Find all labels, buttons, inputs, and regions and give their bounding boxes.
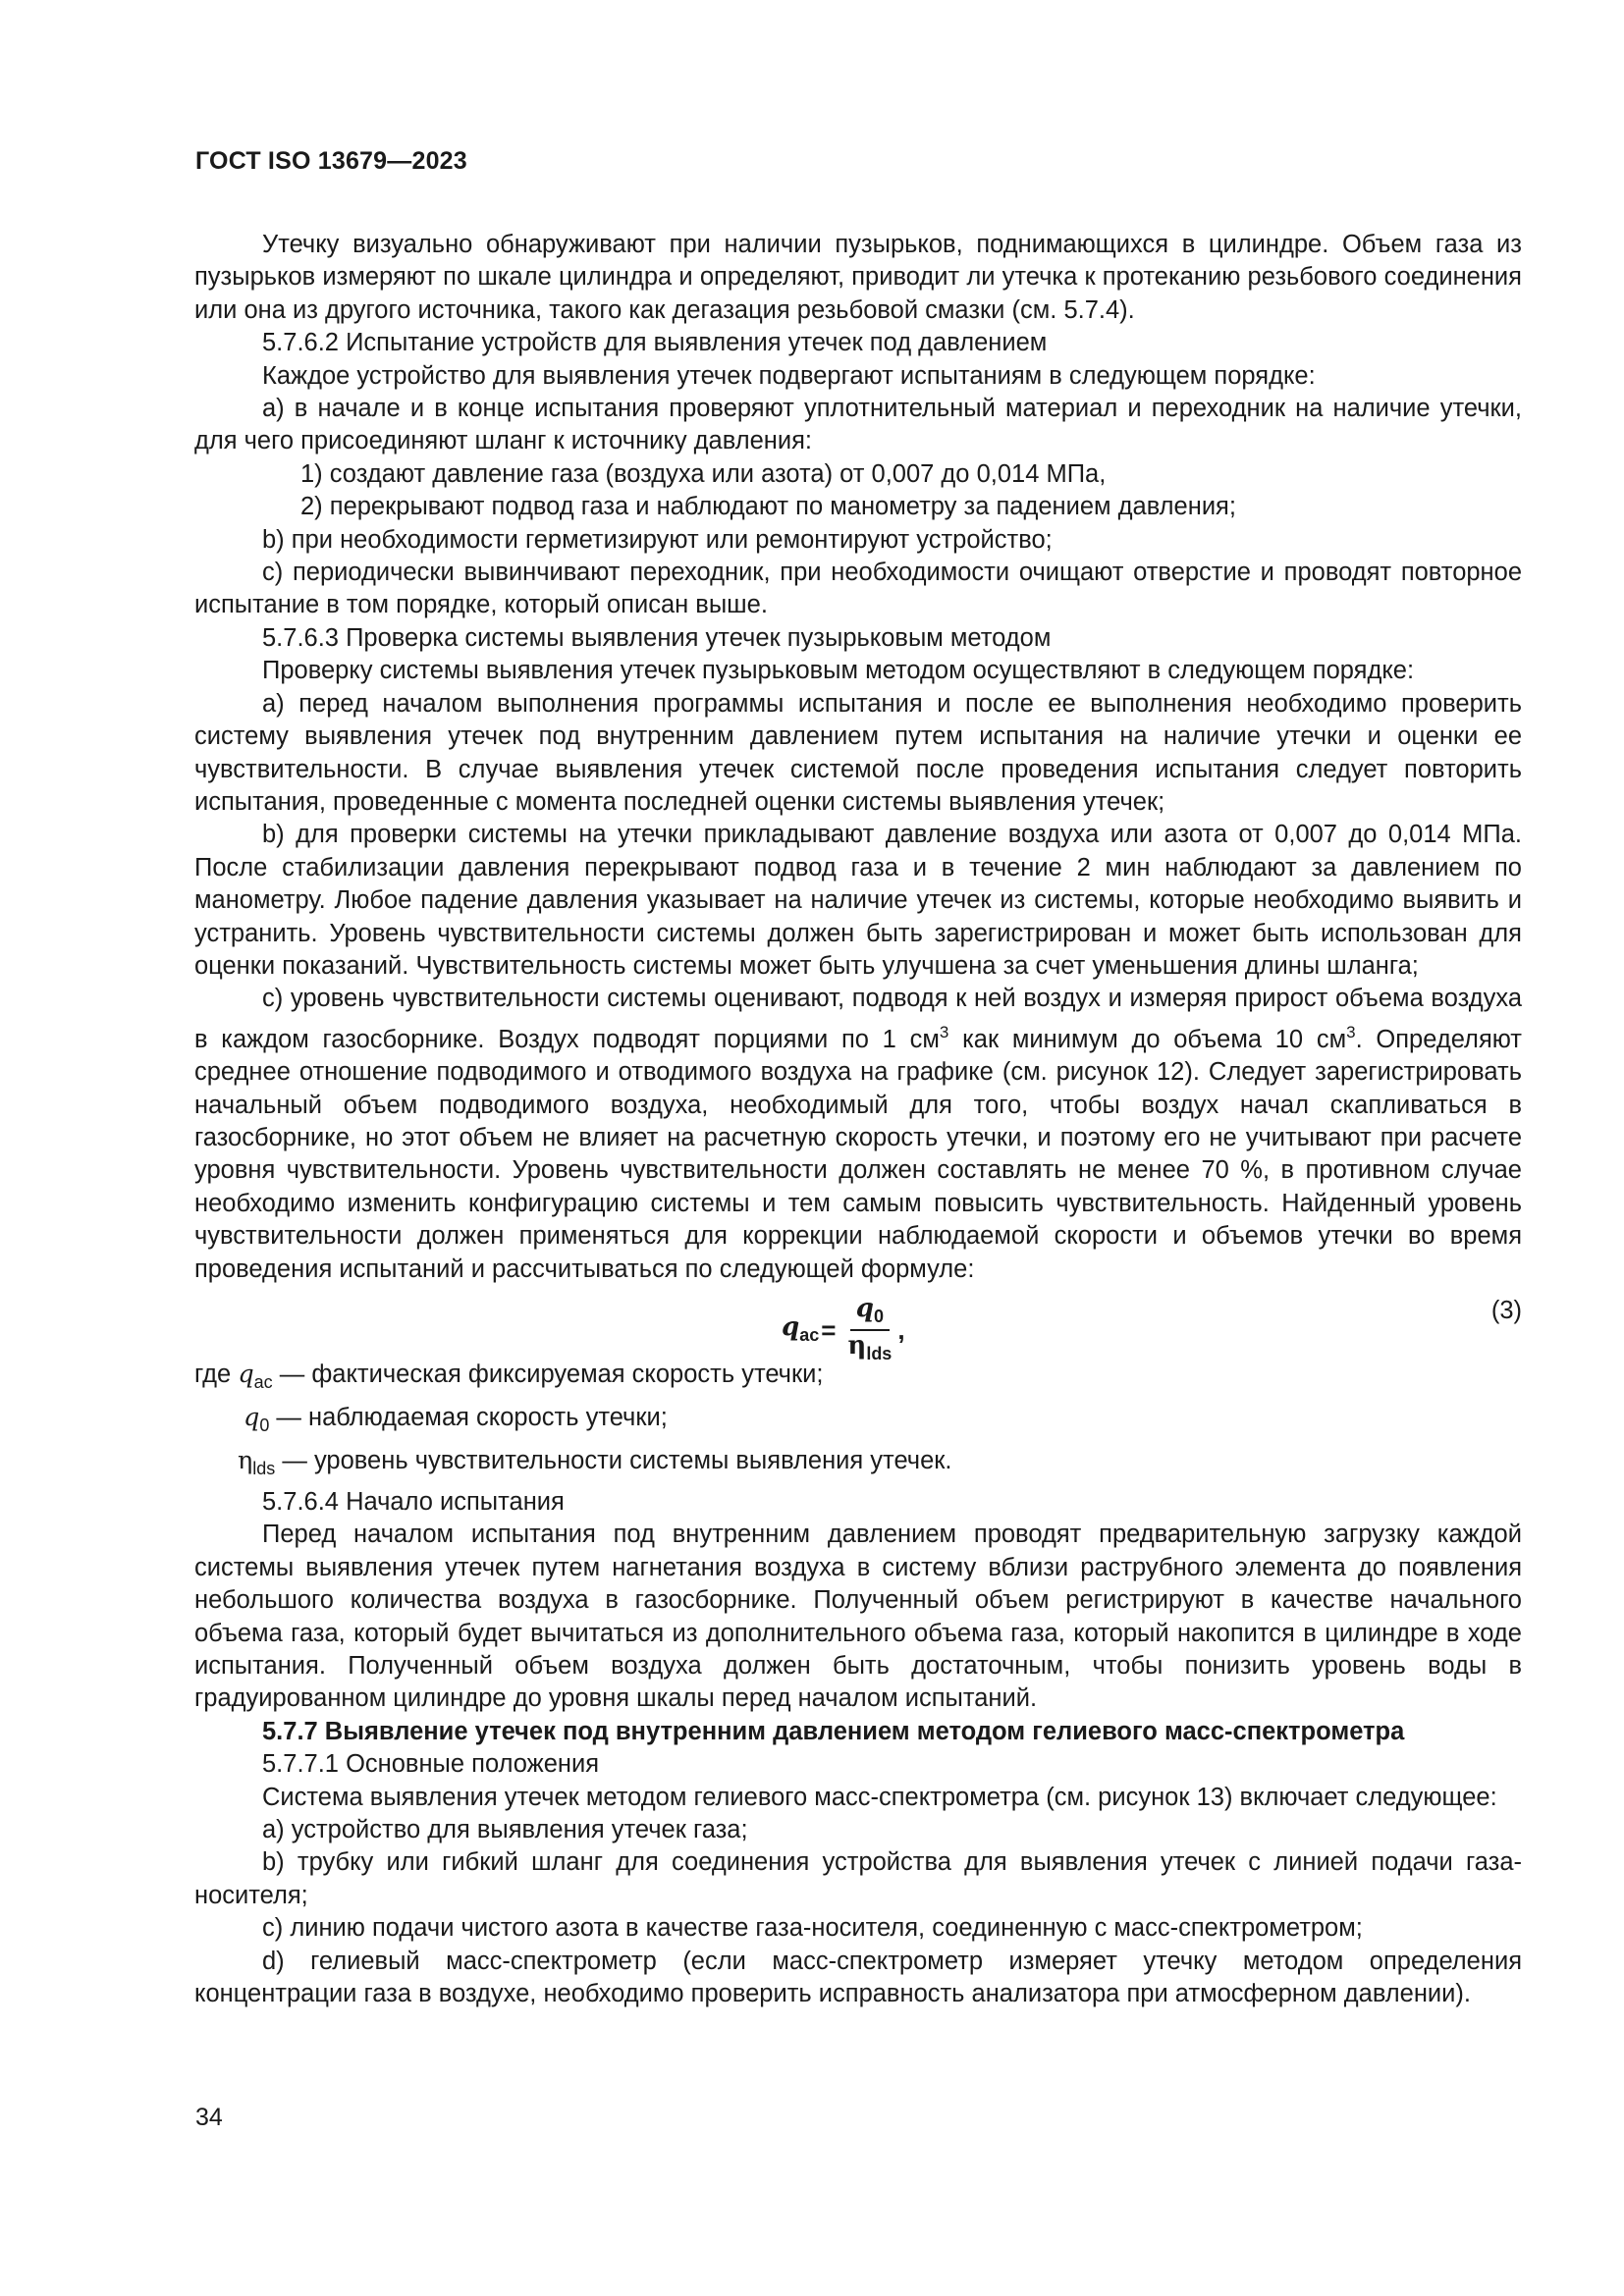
superscript: 3 <box>1346 1022 1356 1041</box>
formula-fraction <box>843 1295 895 1367</box>
paragraph: Утечку визуально обнаруживают при наличии пузырьков, поднимающихся в цилиндре. Объем газа из пузырьков измеряют по шкале цилиндра и определяют, приводит ли утечка к протеканию резьбового соединения или она из другого источника, такого как дегазация резьбовой смазки (см. 5.7.4). <box>194 231 1522 324</box>
formula-expression <box>782 1295 905 1367</box>
subsection-heading-5-7-6-2: 5.7.6.2 Испытание устройств для выявления утечек под давлением <box>262 329 1048 357</box>
page-number: 34 <box>195 2104 223 2131</box>
section-heading-5-7-7: 5.7.7 Выявление утечек под внутренним давлением методом гелиевого масс-спектрометра <box>262 1717 1405 1745</box>
document-body <box>194 229 1522 2011</box>
paragraph: Перед началом испытания под внутренним давлением проводят предварительную загрузку каждой системы выявления утечек путем нагнетания воздуха в систему вблизи раструбного элемента до появления небольшого количества воздуха в газосборнике. Полученный объем регистрируют в качестве начального объема газа, который будет вычитаться из дополнительного объема газа, который накопится в цилиндре в ходе испытания. Полученный объем воздуха должен быть достаточным, чтобы понизить уровень воды в градуированном цилиндре до уровня шкалы перед началом испытаний. <box>194 1521 1522 1713</box>
list-item-b: b) трубку или гибкий шланг для соединения устройства для выявления утечек с линией подачи газа-носителя; <box>194 1848 1522 1909</box>
legend-symbol: η <box>238 1446 253 1475</box>
legend-description: — наблюдаемая скорость утечки; <box>269 1404 668 1431</box>
legend-symbol: q <box>238 1360 254 1389</box>
subsection-heading-5-7-7-1: 5.7.7.1 Основные положения <box>262 1750 600 1779</box>
formula-den-subscript: lds <box>866 1344 893 1363</box>
formula-den-symbol: η <box>847 1331 867 1361</box>
formula-legend <box>194 1357 1522 1486</box>
legend-line-eta <box>194 1443 1522 1486</box>
text-run: c) уровень чувствительности системы оценивают, подводя к ней воздух и измеряя прирост объема воздуха в каждом газосборнике. Воздух подводят порциями по 1 см <box>194 985 1522 1053</box>
list-subitem-1: 1) создают давление газа (воздуха или азота) от 0,007 до 0,014 МПа, <box>300 459 1107 488</box>
list-subitem-2: 2) перекрывают подвод газа и наблюдают по манометру за падением давления; <box>300 493 1236 521</box>
legend-description: — уровень чувствительности системы выявления утечек. <box>275 1447 952 1474</box>
formula-denominator <box>843 1331 895 1367</box>
formula-num-symbol: q <box>855 1294 874 1323</box>
list-item-c <box>194 983 1522 1286</box>
paragraph: Проверку системы выявления утечек пузырьковым методом осуществляют в следующем порядке: <box>262 657 1415 685</box>
list-item-b: b) при необходимости герметизируют или ремонтируют устройство; <box>262 525 1053 554</box>
legend-subscript: lds <box>252 1459 276 1478</box>
formula-num-subscript: 0 <box>873 1307 884 1326</box>
list-item-a: a) устройство для выявления утечек газа; <box>262 1816 748 1844</box>
list-item-c: c) периодически вывинчивают переходник, при необходимости очищают отверстие и проводят повторное испытание в том порядке, который описан выше. <box>194 559 1522 619</box>
formula-comma: , <box>897 1315 905 1346</box>
text-run: . Определяют среднее отношение подводимого и отводимого воздуха на графике (см. рисунок 12). Следует зарегистрировать начальный объем подводимого воздуха, необходимый для того, чтобы воздух начал скапливаться в газосборнике, но этот объем не влияет на расчетную скорость утечки, и поэтому его не учитывают при расчете уровня чувствительности. Уровень чувствительности должен составлять не менее 70 %, в противном случае необходимо изменить конфигурацию системы и тем самым повысить чувствительность. Найденный уровень чувствительности должен применяться для коррекции наблюдаемой скорости и объемов утечки во время проведения испытаний и рассчитываться по следующей формуле: <box>194 1025 1522 1283</box>
legend-where: где <box>194 1361 239 1388</box>
formula-numerator <box>850 1295 890 1331</box>
superscript: 3 <box>939 1022 949 1041</box>
legend-symbol: q <box>244 1403 260 1432</box>
legend-subscript: ac <box>253 1372 273 1392</box>
subsection-heading-5-7-6-4: 5.7.6.4 Начало испытания <box>262 1488 565 1516</box>
formula-lhs-symbol: q <box>782 1311 800 1342</box>
text-run: как минимум до объема 10 см <box>948 1025 1347 1053</box>
formula-equals: = <box>821 1315 837 1346</box>
paragraph: Каждое устройство для выявления утечек подвергают испытаниям в следующем порядке: <box>262 361 1316 390</box>
list-item-b: b) для проверки системы на утечки прикладывают давление воздуха или азота от 0,007 до 0,014 МПа. После стабилизации давления перекрывают подвод газа и в течение 2 мин наблюдают за давлением по манометру. Любое падение давления указывает на наличие утечек из системы, которые необходимо выявить и устранить. Уровень чувствительности системы должен быть зарегистрирован и может быть использован для оценки показаний. Чувствительность системы может быть улучшена за счет уменьшения длины шланга; <box>194 821 1522 980</box>
list-item-c: c) линию подачи чистого азота в качестве газа-носителя, соединенную с масс-спектрометром; <box>262 1914 1363 1943</box>
list-item-a: a) в начале и в конце испытания проверяют уплотнительный материал и переходник на наличие утечки, для чего присоединяют шланг к источнику давления: <box>194 395 1522 455</box>
document-header: ГОСТ ISO 13679—2023 <box>195 147 467 175</box>
legend-line-q0 <box>194 1400 1522 1443</box>
formula-number: (3) <box>1490 1297 1522 1324</box>
formula-3 <box>194 1286 1522 1363</box>
paragraph: Система выявления утечек методом гелиевого масс-спектрометра (см. рисунок 13) включает следующее: <box>262 1783 1497 1811</box>
legend-description: — фактическая фиксируемая скорость утечки; <box>272 1361 824 1388</box>
legend-subscript: 0 <box>259 1415 270 1435</box>
formula-lhs <box>782 1310 819 1352</box>
formula-lhs-subscript: ac <box>799 1324 820 1345</box>
subsection-heading-5-7-6-3: 5.7.6.3 Проверка системы выявления утечек пузырьковым методом <box>262 623 1052 652</box>
list-item-d: d) гелиевый масс-спектрометр (если масс-спектрометр измеряет утечку методом определения концентрации газа в воздухе, необходимо проверить исправность анализатора при атмосферном давлении). <box>194 1947 1522 2008</box>
list-item-a: a) перед началом выполнения программы испытания и после ее выполнения необходимо проверить систему выявления утечек под внутренним давлением путем испытания на наличие утечки и оценки ее чувствительности. В случае выявления утечек системой после проведения испытания следует повторить испытания, проведенные с момента последней оценки системы выявления утечек; <box>194 689 1522 816</box>
